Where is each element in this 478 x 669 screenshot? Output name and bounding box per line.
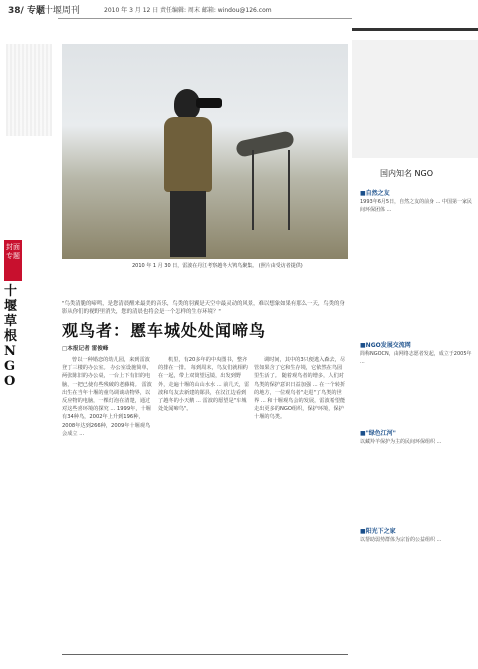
person-body (164, 117, 212, 192)
article-text-3: 调时间，其中的3只便逃入森去，尽管如果含了它和生存境，它依然在鸟园里生活了。 随着观鸟者的增多，人们对鸟类的保护意识日益加强 ... 在一个转折的地方，一位观鸟者"走进"了鸟类的世界 ... 和十堰观鸟会的发展，雷波希望能走出更多的NGO组织，保护环境，保护十堰的鸟类。 (254, 357, 346, 421)
article-column-1 (62, 356, 154, 441)
article-headline: 观鸟者：慝车城处处闻啼鸟 (62, 321, 267, 340)
editor-info: 责任编辑: 周末 邮箱: windou@126.com (160, 7, 272, 14)
footer-rule (62, 654, 348, 655)
page-header (0, 0, 478, 19)
person-legs (170, 191, 206, 257)
ngo-section-title-3: ■"绿色江河" (360, 430, 396, 437)
photo-caption: 2010 年 1 月 30 日，雷波在丹江考察越冬大鸨鸟聚集。 (照片由受访者提供) (132, 263, 303, 269)
masthead: | 十堰周刊 (38, 6, 80, 16)
birdwatcher-figure (160, 89, 218, 257)
ngo-section-text-2: 简称NGOCN，由网络志愿者发起，成立于2005年 ... (360, 351, 472, 365)
decorative-watermark (6, 44, 52, 136)
lead-quote: "鸟类清脆的啼鸣，是您清晨醒来最美的音乐，鸟类的羽翼是天空中最灵动的风景，难以想象如果有那么一天，鸟类的身影从你们的视野里消失，您的清晨也将会是一个怎样的生存环境？" (62, 301, 345, 315)
ngo-section-text-4: 以帮助弱势群体为宗旨的公益组织 ... (360, 537, 442, 543)
vertical-title: 十堰草根NGO (4, 284, 18, 389)
issue-date: 2010 年 3 月 12 日 (104, 7, 159, 14)
article-text-1: 曾以一种婚恋的幼儿园，来到雷波登丁三楼的办公室。 办公室设施简单，两张陈旧的办公桌，一台上下有旧的电脑，一把已使有些残破的老藤椅。 雷波出生在当年十堰的童鸟调谈动物界，以反应物的电脑，一棵灯泡在清楚，通过对这些喜环境的探究 ... 1999年，十堰有34种鸟，2002年上升到196种，2008年达到266种，2009年十堰观鸟会成立 ... (62, 357, 152, 437)
article-text-2: 机里，有20多年的中央图书，整齐的排在一排。 每到周末，鸟友们就相约在一起，带上双筒望远镜，出发到野外，走遍十堰的山山水水 ... 前几天，雷波和鸟友去新建的郧县，在汉江边看到了越冬的小天鹅 ... 雷波的愿望是"车城处处闻啼鸟"。 (158, 357, 250, 413)
sidebar-heading: 国内知名 NGO (380, 169, 434, 178)
feature-photo (62, 44, 348, 269)
tripod-icon (252, 150, 290, 230)
article-byline: □本报记者 雷俊峰 (62, 346, 109, 352)
sidebar-divider (352, 28, 478, 31)
binoculars-icon (196, 98, 222, 108)
sidebar-graphic-box (352, 40, 478, 158)
article-column-2 (158, 356, 250, 416)
section-tag: 封面专题 (4, 240, 22, 281)
ngo-section-text-1: 1993年6月5日，自然之友的前身 ... 中国第一家民间环保团体 ... (360, 199, 473, 213)
left-sidebar (0, 18, 58, 669)
ngo-section-title-4: ■阳光下之家 (360, 528, 396, 535)
article-column-3 (254, 356, 346, 425)
page-section: 38/ 专题 (8, 6, 45, 16)
ngo-section-title-2: ■NGO发展交流网 (360, 342, 411, 349)
right-sidebar (352, 18, 478, 669)
ngo-section-text-3: 以藏羚羊保护为主的民间环保组织 ... (360, 439, 442, 445)
ngo-section-title-1: ■自然之友 (360, 190, 390, 197)
